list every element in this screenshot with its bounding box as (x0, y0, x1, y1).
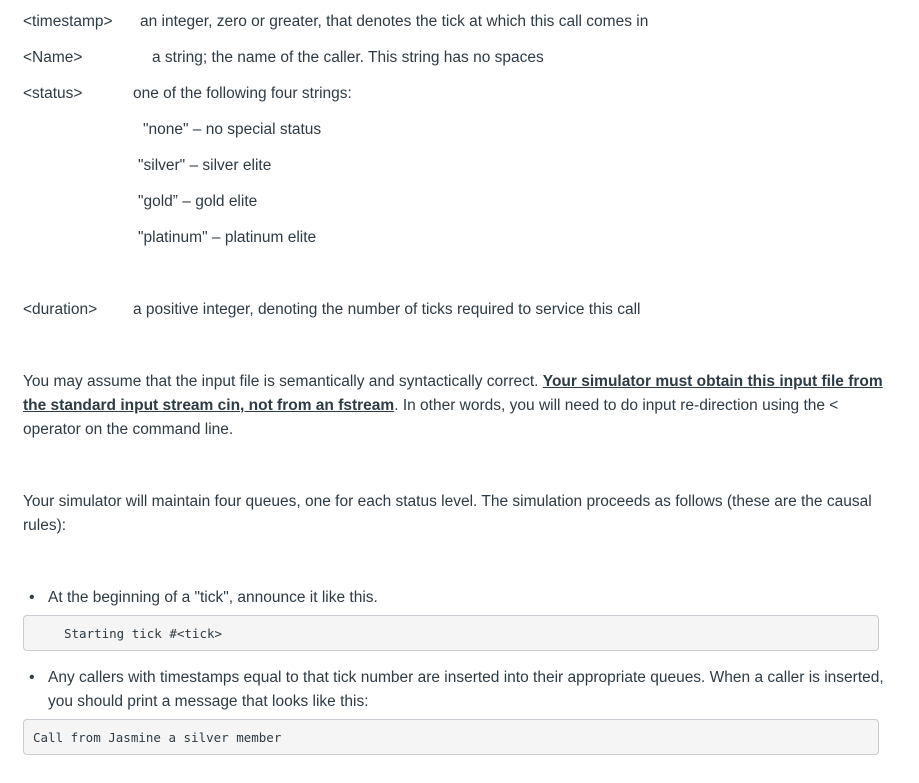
rule-item-announce-tick: • At the beginning of a "tick", announce it like this. (23, 586, 885, 610)
field-tag-timestamp: <timestamp> (23, 13, 113, 30)
input-assumption-tail: . In other words, you will need to do input re-direction using the < operator on the command line. (23, 397, 839, 438)
field-desc-duration: a positive integer, denoting the number of ticks required to service this call (133, 301, 641, 318)
input-requirement-emphasis: Your simulator must obtain this input file from the standard input stream cin, not from an fstream (23, 373, 883, 414)
field-desc-name: a string; the name of the caller. This string has no spaces (152, 49, 544, 66)
status-option-silver: "silver" – silver elite (138, 157, 272, 174)
rule-item-insert-callers: • Any callers with timestamps equal to that tick number are inserted into their appropriate queues. When a caller is inserted, you should print a message that looks like this: (23, 666, 885, 714)
field-tag-status: <status> (23, 85, 83, 102)
input-assumption-paragraph (23, 370, 885, 442)
status-option-gold: "gold” – gold elite (138, 193, 258, 210)
rule-list-2 (23, 666, 885, 714)
field-tag-name: <Name> (23, 49, 83, 66)
code-starting-tick: Starting tick #<tick> (64, 626, 223, 641)
field-desc-status: one of the following four strings: (133, 85, 352, 102)
code-call-message: Call from Jasmine a silver member (33, 730, 282, 745)
code-block-call-message (23, 719, 879, 755)
input-assumption-lead: You may assume that the input file is semantically and syntactically correct. (23, 373, 543, 390)
rule-list-1 (23, 586, 885, 610)
code-block-starting-tick (23, 615, 879, 651)
status-option-none: "none" – no special status (143, 121, 322, 138)
queues-paragraph: Your simulator will maintain four queues, one for each status level. The simulation proceeds as follows (these are the causal rules): (23, 493, 872, 534)
status-option-platinum: "platinum" – platinum elite (138, 229, 317, 246)
field-tag-duration: <duration> (23, 301, 98, 318)
field-desc-timestamp: an integer, zero or greater, that denotes the tick at which this call comes in (140, 13, 649, 30)
